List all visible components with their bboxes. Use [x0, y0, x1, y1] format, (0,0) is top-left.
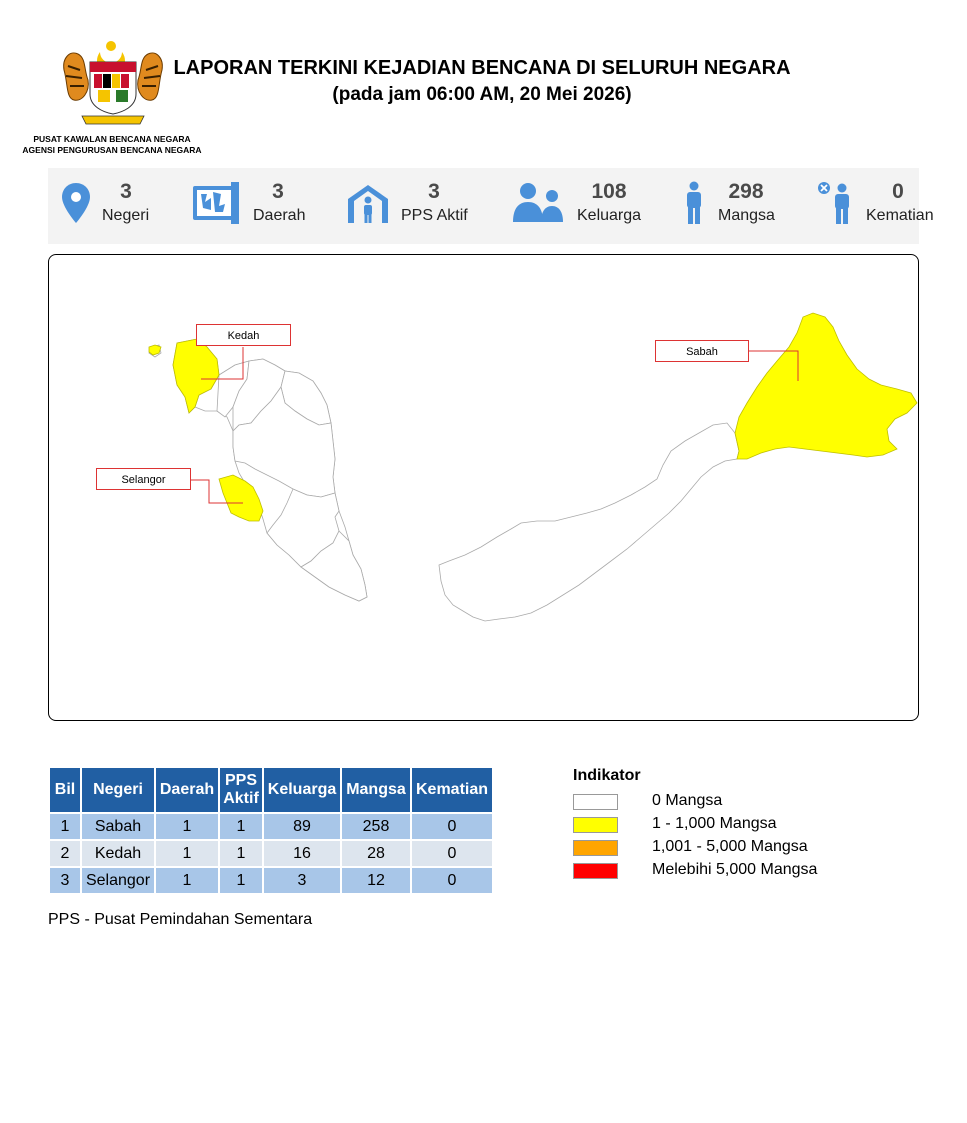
table-cell: 1: [156, 868, 218, 893]
stat-value: 3: [428, 180, 440, 203]
legend-label: 0 Mangsa: [652, 792, 723, 809]
malaysia-map: [48, 254, 919, 721]
agency-name: [12, 134, 212, 156]
col-bil: Bil: [50, 768, 80, 812]
table-cell: Kedah: [82, 841, 154, 866]
table-cell: Sabah: [82, 814, 154, 839]
table-header-row: [50, 768, 492, 812]
col-pps-aktif: PPS Aktif: [220, 768, 262, 812]
legend-swatch: [573, 794, 618, 810]
table-cell: 16: [264, 841, 340, 866]
agency-line-1: PUSAT KAWALAN BENCANA NEGARA: [33, 134, 191, 144]
borneo-malaysia: [439, 423, 739, 621]
legend-swatch: [573, 840, 618, 856]
location-pin-icon: [60, 181, 92, 225]
legend-swatch: [573, 817, 618, 833]
callout-selangor: Selangor: [96, 468, 191, 490]
table-cell: 1: [156, 814, 218, 839]
stat-label: Daerah: [253, 207, 306, 224]
jata-negara-crest-logo: [60, 40, 166, 128]
table-cell: 89: [264, 814, 340, 839]
callout-sabah: Sabah: [655, 340, 749, 362]
table-cell: 28: [342, 841, 410, 866]
disaster-table: [48, 766, 494, 895]
stat-label: Mangsa: [718, 207, 775, 224]
table-cell: 0: [412, 814, 492, 839]
stat-label: Kematian: [866, 207, 934, 224]
col-mangsa: Mangsa: [342, 768, 410, 812]
table-cell: 0: [412, 868, 492, 893]
legend-label: Melebihi 5,000 Mangsa: [652, 861, 818, 878]
report-subtitle: (pada jam 06:00 AM, 20 Mei 2026): [332, 84, 632, 105]
sabah-highlight: [735, 313, 917, 459]
shelter-icon: [346, 181, 390, 225]
table-cell: 1: [220, 868, 262, 893]
table-cell: 2: [50, 841, 80, 866]
pps-footnote: PPS - Pusat Pemindahan Sementara: [48, 911, 313, 928]
callout-kedah: Kedah: [196, 324, 291, 346]
stat-label: PPS Aktif: [401, 207, 468, 224]
stat-value: 108: [591, 180, 627, 203]
district-map-icon: [191, 182, 241, 224]
table-cell: 3: [264, 868, 340, 893]
stat-value: 0: [892, 180, 904, 203]
table-cell: 1: [50, 814, 80, 839]
table-cell: 3: [50, 868, 80, 893]
agency-line-2: AGENSI PENGURUSAN BENCANA NEGARA: [22, 145, 202, 155]
legend-title: Indikator: [573, 767, 641, 784]
stat-value: 3: [272, 180, 284, 203]
table-row: [50, 814, 492, 839]
stat-label: Negeri: [102, 207, 150, 224]
col-kematian: Kematian: [412, 768, 492, 812]
indicator-legend: [573, 767, 818, 883]
table-cell: 1: [220, 814, 262, 839]
stat-value: 298: [728, 180, 764, 203]
table-row: [50, 868, 492, 893]
table-cell: 1: [156, 841, 218, 866]
legend-item: [573, 791, 723, 814]
table-row: [50, 841, 492, 866]
table-cell: 0: [412, 841, 492, 866]
person-icon: [682, 181, 706, 225]
col-negeri: Negeri: [82, 768, 154, 812]
stat-label: Keluarga: [577, 207, 642, 224]
stat-value: 3: [120, 180, 132, 203]
col-daerah: Daerah: [156, 768, 218, 812]
table-cell: 258: [342, 814, 410, 839]
legend-swatch: [573, 863, 618, 879]
report-title: LAPORAN TERKINI KEJADIAN BENCANA DI SELURUH NEGARA: [173, 57, 791, 79]
person-death-icon: [816, 181, 856, 225]
legend-label: 1 - 1,000 Mangsa: [652, 815, 777, 832]
summary-stats-bar: [48, 168, 934, 244]
family-icon: [511, 182, 565, 224]
legend-item: [573, 837, 808, 860]
table-cell: Selangor: [82, 868, 154, 893]
table-cell: 1: [220, 841, 262, 866]
legend-item: [573, 814, 777, 837]
table-cell: 12: [342, 868, 410, 893]
legend-label: 1,001 - 5,000 Mangsa: [652, 838, 808, 855]
legend-item: [573, 860, 818, 883]
col-keluarga: Keluarga: [264, 768, 340, 812]
